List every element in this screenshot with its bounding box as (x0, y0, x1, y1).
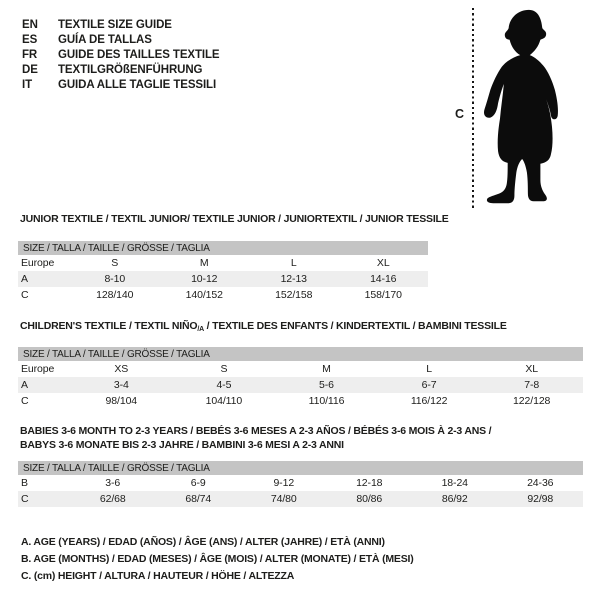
height-cell: 158/170 (364, 289, 402, 301)
size-cell: XS (114, 363, 129, 375)
age-cell: 7-8 (524, 379, 540, 391)
baby-silhouette-icon (481, 7, 569, 209)
children-title-post: / TEXTILE DES ENFANTS / KINDERTEXTIL / BAMBINI TESSILE (203, 320, 507, 332)
row-label: Europe (21, 363, 55, 375)
lang-label: GUIDE DES TAILLES TEXTILE (58, 49, 220, 61)
row-label: A (21, 379, 28, 391)
height-cell: 116/122 (410, 395, 448, 407)
size-cell: XL (525, 363, 539, 375)
age-cell: 10-12 (191, 273, 218, 285)
age-cell: 3-4 (113, 379, 129, 391)
height-cell: 68/74 (185, 493, 212, 505)
lang-code: DE (22, 64, 38, 76)
age-cell: 12-18 (356, 477, 383, 489)
age-cell: 5-6 (319, 379, 334, 391)
babies-title-line1: BABIES 3-6 MONTH TO 2-3 YEARS / BEBÉS 3-6 MESES A 2-3 AÑOS / BÉBÉS 3-6 MOIS À 2-3 ANS / (20, 425, 492, 437)
height-measure-label: C (455, 107, 464, 121)
babies-size-table (18, 461, 583, 507)
size-cell: XL (376, 257, 390, 269)
height-cell: 98/104 (105, 395, 138, 407)
children-size-header-bar: SIZE / TALLA / TAILLE / GRÖSSE / TAGLIA (18, 347, 583, 361)
lang-row-es (22, 33, 220, 48)
table-row-height (18, 287, 428, 303)
lang-label: TEXTILGRÖßENFÜHRUNG (58, 64, 203, 76)
junior-size-table (18, 241, 428, 303)
age-cell: 6-9 (190, 477, 206, 489)
row-label: C (21, 493, 29, 505)
babies-title-line2: BABYS 3-6 MONATE BIS 2-3 JAHRE / BAMBINI 3-6 MESI A 2-3 ANNI (20, 439, 344, 451)
table-row-height (18, 393, 583, 409)
table-row-europe (18, 361, 583, 377)
height-cell: 92/98 (527, 493, 554, 505)
height-cell: 104/110 (205, 395, 243, 407)
age-cell: 6-7 (421, 379, 437, 391)
lang-code: EN (22, 19, 38, 31)
junior-size-header-bar: SIZE / TALLA / TAILLE / GRÖSSE / TAGLIA (18, 241, 428, 255)
lang-code: FR (22, 49, 38, 61)
table-row-height (18, 491, 583, 507)
age-cell: 12-13 (280, 273, 307, 285)
height-cell: 140/152 (185, 289, 223, 301)
row-label: B (21, 477, 28, 489)
height-cell: 74/80 (270, 493, 297, 505)
age-cell: 14-16 (370, 273, 397, 285)
table-row-age-months (18, 475, 583, 491)
children-section-title (20, 319, 507, 337)
height-cell: 80/86 (356, 493, 383, 505)
age-cell: 9-12 (273, 477, 295, 489)
lang-row-fr (22, 48, 220, 63)
babies-section-title (20, 424, 491, 452)
height-cell: 152/158 (275, 289, 313, 301)
height-cell: 86/92 (441, 493, 468, 505)
table-row-age (18, 271, 428, 287)
measurement-legend (21, 534, 414, 585)
children-title-pre: CHILDREN'S TEXTILE / TEXTIL NIÑO (20, 320, 198, 332)
lang-row-de (22, 63, 220, 78)
height-cell: 110/116 (308, 395, 345, 407)
row-label: Europe (21, 257, 55, 269)
babies-size-header-bar: SIZE / TALLA / TAILLE / GRÖSSE / TAGLIA (18, 461, 583, 475)
age-cell: 18-24 (441, 477, 468, 489)
lang-label: TEXTILE SIZE GUIDE (58, 19, 172, 31)
size-cell: S (220, 363, 228, 375)
size-cell: L (426, 363, 432, 375)
age-cell: 8-10 (104, 273, 126, 285)
size-cell: M (322, 363, 331, 375)
lang-label: GUÍA DE TALLAS (58, 34, 152, 46)
lang-row-it (22, 78, 220, 93)
junior-section-title: JUNIOR TEXTILE / TEXTIL JUNIOR/ TEXTILE JUNIOR / JUNIORTEXTIL / JUNIOR TESSILE (20, 213, 449, 225)
height-measure-dotted-line (472, 8, 474, 209)
legend-line-b: B. AGE (MONTHS) / EDAD (MESES) / ÂGE (MOIS) / ALTER (MONATE) / ETÀ (MESI) (21, 553, 414, 565)
height-cell: 122/128 (513, 395, 551, 407)
row-label: A (21, 273, 28, 285)
children-size-table (18, 347, 583, 409)
row-label: C (21, 395, 29, 407)
height-cell: 128/140 (96, 289, 134, 301)
lang-code: IT (22, 79, 33, 91)
age-cell: 4-5 (216, 379, 232, 391)
age-cell: 24-36 (527, 477, 554, 489)
row-label: C (21, 289, 29, 301)
legend-line-c: C. (cm) HEIGHT / ALTURA / HAUTEUR / HÖHE / ALTEZZA (21, 570, 295, 582)
age-cell: 3-6 (105, 477, 121, 489)
table-row-europe (18, 255, 428, 271)
legend-line-a: A. AGE (YEARS) / EDAD (AÑOS) / ÂGE (ANS) / ALTER (JAHRE) / ETÀ (ANNI) (21, 536, 385, 548)
size-cell: S (111, 257, 119, 269)
lang-row-en (22, 18, 220, 33)
lang-code: ES (22, 34, 38, 46)
children-title-sub: /A (197, 326, 204, 333)
size-cell: M (199, 257, 209, 269)
lang-label: GUIDA ALLE TAGLIE TESSILI (58, 79, 217, 91)
table-row-age (18, 377, 583, 393)
size-cell: L (290, 257, 297, 269)
language-title-list (22, 18, 220, 93)
height-cell: 62/68 (99, 493, 126, 505)
